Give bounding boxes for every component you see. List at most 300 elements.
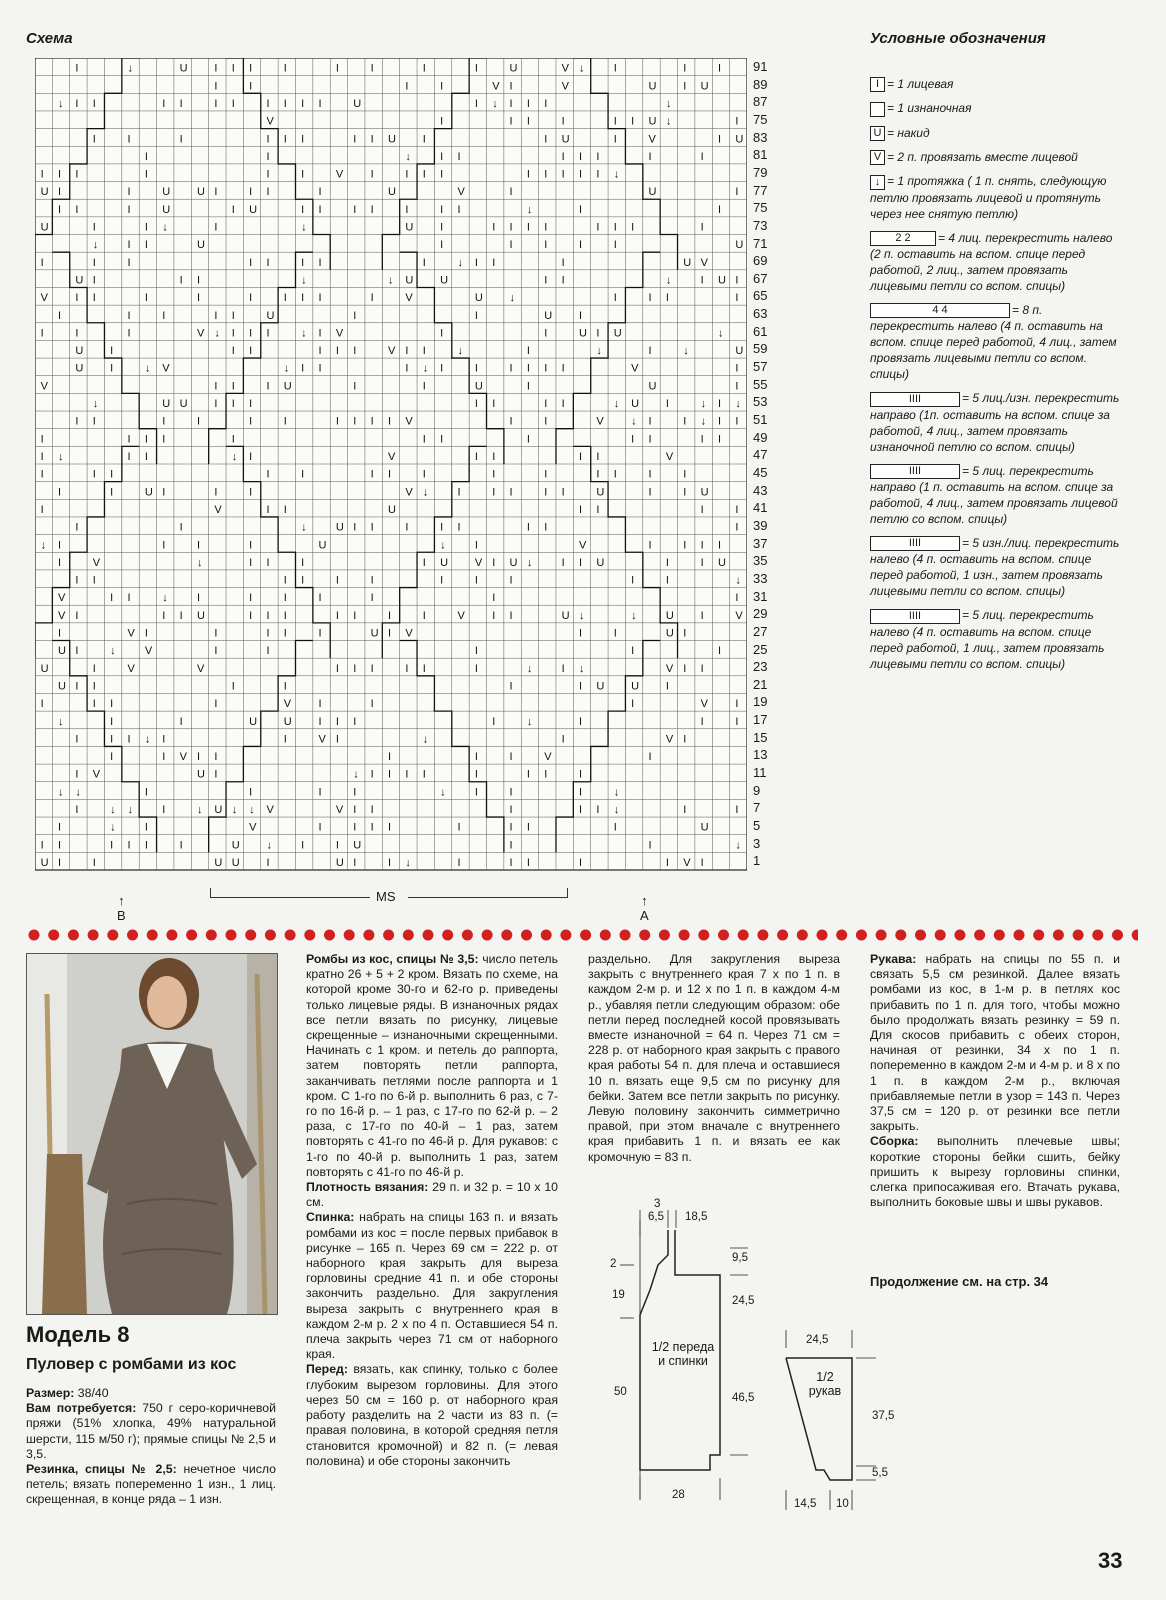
svg-text:V: V: [162, 362, 170, 375]
svg-text:I: I: [318, 292, 322, 305]
svg-text:I: I: [127, 733, 131, 746]
svg-text:I: I: [596, 804, 600, 817]
svg-text:I: I: [665, 574, 669, 587]
svg-text:I: I: [700, 609, 704, 622]
svg-text:I: I: [717, 133, 722, 146]
svg-text:I: I: [370, 804, 374, 817]
svg-text:↓: ↓: [613, 398, 620, 411]
svg-text:I: I: [561, 486, 565, 499]
svg-text:I: I: [526, 97, 530, 110]
dim-9-5: 9,5: [732, 1252, 748, 1264]
svg-text:U: U: [440, 274, 449, 287]
svg-text:I: I: [579, 168, 583, 181]
svg-text:I: I: [648, 486, 652, 499]
svg-text:V: V: [665, 451, 674, 463]
svg-text:I: I: [561, 662, 565, 675]
svg-text:V: V: [665, 662, 674, 675]
row-number: 49: [753, 429, 768, 445]
svg-text:I: I: [700, 503, 704, 516]
svg-text:I: I: [92, 274, 96, 287]
svg-text:↓: ↓: [144, 733, 151, 746]
svg-text:U: U: [196, 609, 205, 622]
svg-text:I: I: [40, 256, 44, 269]
svg-text:I: I: [353, 380, 357, 393]
svg-text:I: I: [58, 186, 62, 199]
svg-text:I: I: [683, 468, 687, 481]
size-value: 38/40: [74, 1386, 109, 1400]
model-title: Модель 8: [26, 1322, 130, 1347]
svg-text:I: I: [735, 415, 739, 428]
svg-text:I: I: [457, 857, 461, 869]
svg-text:V: V: [144, 645, 153, 658]
svg-text:I: I: [335, 345, 339, 358]
svg-text:↓: ↓: [58, 786, 64, 799]
svg-text:I: I: [683, 486, 687, 499]
svg-text:I: I: [440, 115, 444, 128]
svg-text:I: I: [249, 398, 253, 411]
row-number: 59: [753, 341, 768, 357]
svg-text:I: I: [266, 503, 270, 516]
svg-text:I: I: [422, 609, 426, 622]
svg-text:I: I: [509, 80, 513, 93]
svg-text:I: I: [631, 574, 635, 587]
svg-text:U: U: [266, 309, 275, 322]
svg-text:I: I: [162, 486, 166, 499]
front-label: Перед:: [306, 1362, 348, 1377]
svg-text:I: I: [388, 768, 392, 781]
svg-text:I: I: [596, 503, 600, 516]
svg-text:I: I: [162, 539, 166, 552]
svg-text:U: U: [509, 556, 518, 569]
svg-text:I: I: [526, 433, 530, 446]
svg-text:U: U: [335, 857, 344, 869]
svg-text:I: I: [249, 62, 253, 75]
svg-text:I: I: [405, 521, 409, 534]
row-number: 71: [753, 235, 768, 251]
svg-text:I: I: [561, 733, 565, 746]
svg-text:I: I: [717, 62, 722, 75]
sleeve-schematic: [780, 1330, 910, 1520]
dotted-separator: [28, 928, 1138, 942]
svg-text:I: I: [75, 768, 79, 781]
svg-text:I: I: [596, 168, 600, 181]
svg-text:I: I: [266, 609, 270, 622]
legend-text: = 2 п. провязать вместе лицевой: [887, 149, 1078, 164]
svg-text:↓: ↓: [579, 62, 585, 75]
svg-text:I: I: [370, 292, 374, 305]
legend-item: [870, 76, 1120, 92]
instructions-column-4: [870, 952, 1120, 1210]
svg-text:V: V: [544, 751, 552, 764]
svg-text:I: I: [353, 203, 357, 216]
svg-text:I: I: [613, 133, 617, 146]
svg-text:I: I: [214, 627, 218, 640]
svg-text:I: I: [144, 627, 148, 640]
svg-text:I: I: [249, 486, 253, 499]
svg-text:I: I: [648, 839, 652, 852]
svg-text:I: I: [561, 398, 565, 411]
svg-text:I: I: [75, 804, 79, 817]
svg-text:V: V: [405, 292, 413, 305]
svg-text:V: V: [318, 733, 326, 746]
svg-text:V: V: [58, 609, 66, 622]
svg-text:V: V: [405, 415, 413, 428]
svg-text:↓: ↓: [283, 362, 290, 375]
svg-text:I: I: [544, 274, 548, 287]
svg-text:I: I: [249, 80, 253, 93]
svg-text:I: I: [544, 398, 548, 411]
svg-text:I: I: [283, 292, 287, 305]
svg-text:I: I: [405, 203, 409, 216]
svg-text:V: V: [683, 857, 691, 869]
row-number: 41: [753, 500, 768, 516]
svg-text:I: I: [283, 733, 287, 746]
row-number: 53: [753, 394, 768, 410]
density-text: 29 п. и 32 р. = 10 х 10 см.: [306, 1180, 558, 1210]
svg-text:I: I: [735, 380, 739, 393]
svg-text:I: I: [526, 521, 530, 534]
svg-text:I: I: [561, 168, 565, 181]
svg-text:U: U: [700, 486, 709, 499]
svg-text:I: I: [58, 309, 62, 322]
svg-text:U: U: [631, 680, 640, 693]
svg-text:U: U: [735, 133, 744, 146]
svg-text:U: U: [544, 309, 553, 322]
svg-text:I: I: [179, 715, 183, 728]
svg-text:U: U: [144, 486, 153, 499]
svg-text:I: I: [579, 627, 583, 640]
svg-text:I: I: [700, 715, 704, 728]
svg-text:I: I: [231, 680, 235, 693]
row-number: 57: [753, 359, 768, 375]
svg-text:I: I: [335, 574, 339, 587]
row-number: 43: [753, 482, 768, 498]
svg-text:I: I: [231, 398, 235, 411]
svg-text:I: I: [231, 380, 235, 393]
legend-symbol-icon: IIII: [870, 464, 960, 479]
svg-text:I: I: [440, 433, 444, 446]
svg-text:U: U: [665, 627, 674, 640]
svg-text:U: U: [561, 609, 570, 622]
svg-text:I: I: [596, 150, 600, 163]
svg-text:I: I: [735, 521, 739, 534]
svg-text:I: I: [127, 309, 131, 322]
svg-text:U: U: [683, 256, 692, 269]
svg-text:I: I: [526, 821, 530, 834]
svg-text:↓: ↓: [492, 97, 498, 110]
legend-symbol-icon: 2 2: [870, 231, 936, 246]
svg-text:I: I: [318, 256, 322, 269]
svg-text:I: I: [353, 821, 357, 834]
legend-text: = 5 лиц. перекрестить налево (4 п. оставить на вспом. спице перед работой, 1 лиц., затем провязать лицевыми петли со вспом. спицы): [870, 608, 1105, 671]
svg-text:↓: ↓: [613, 786, 620, 799]
legend-text: = 5 лиц./изн. перекрестить направо (1п. оставить на вспом. спице за работой, 4 лиц., затем провязать изнаночной петлю со вспом. спицы): [870, 391, 1120, 454]
svg-text:↓: ↓: [735, 398, 741, 411]
svg-text:I: I: [144, 221, 148, 234]
svg-text:I: I: [370, 698, 374, 711]
svg-text:V: V: [196, 662, 205, 675]
svg-text:V: V: [249, 821, 257, 834]
svg-text:I: I: [58, 821, 62, 834]
svg-text:I: I: [249, 451, 253, 463]
legend-symbol-icon: U: [870, 126, 885, 141]
rhombs-label: Ромбы из кос, спицы № 3,5:: [306, 952, 479, 966]
svg-text:I: I: [683, 804, 687, 817]
row-number: 31: [753, 588, 768, 604]
svg-text:I: I: [318, 362, 322, 375]
svg-text:I: I: [301, 292, 305, 305]
svg-text:I: I: [144, 168, 148, 181]
svg-text:I: I: [162, 433, 166, 446]
svg-text:I: I: [231, 327, 235, 340]
svg-text:I: I: [144, 821, 148, 834]
legend-item: [870, 535, 1120, 599]
svg-text:V: V: [474, 556, 483, 569]
svg-text:I: I: [509, 115, 513, 128]
svg-text:I: I: [318, 715, 322, 728]
svg-text:I: I: [266, 168, 270, 181]
svg-text:↓: ↓: [526, 203, 533, 216]
materials-text: [26, 1386, 276, 1508]
sleeve-dim-14-5: 14,5: [794, 1498, 817, 1510]
svg-text:I: I: [110, 698, 114, 711]
svg-text:I: I: [474, 398, 478, 411]
svg-text:I: I: [457, 521, 461, 534]
svg-text:V: V: [579, 539, 587, 552]
svg-text:I: I: [735, 804, 739, 817]
svg-text:I: I: [318, 345, 322, 358]
svg-text:I: I: [474, 751, 478, 764]
svg-text:I: I: [492, 256, 496, 269]
row-number: 7: [753, 800, 761, 816]
svg-text:I: I: [249, 327, 253, 340]
svg-text:I: I: [127, 451, 131, 463]
svg-text:V: V: [40, 380, 49, 393]
svg-text:I: I: [318, 592, 322, 605]
svg-text:U: U: [249, 203, 258, 216]
svg-text:I: I: [474, 645, 478, 658]
row-number: 47: [753, 447, 768, 463]
svg-text:I: I: [579, 556, 583, 569]
legend-item: [870, 463, 1120, 527]
svg-text:↓: ↓: [422, 486, 429, 499]
svg-text:I: I: [474, 256, 478, 269]
svg-text:I: I: [214, 221, 218, 234]
svg-text:↓: ↓: [700, 398, 707, 411]
svg-text:I: I: [579, 768, 583, 781]
svg-text:I: I: [544, 221, 548, 234]
svg-text:V: V: [266, 115, 274, 128]
svg-text:U: U: [370, 627, 379, 640]
row-number: 35: [753, 553, 768, 569]
svg-text:V: V: [335, 804, 344, 817]
knitting-chart: [35, 58, 768, 893]
svg-text:I: I: [700, 150, 704, 163]
svg-text:I: I: [370, 821, 374, 834]
svg-text:V: V: [700, 698, 708, 711]
sleeves-text: набрать на спицы по 55 п. и связать 5,5 см резинкой. Далее вязать ромбами из кос, в 1-м р. в петлях кос прибавить по 1 п. для того, чтобы можно было продолжать вязать резинку = 59 п. Для скосов прибавить с обеих сторон, начиная от резинки, 34 х по 1 п. попеременно в каждом 2-м и 4-м р. и 8 х по 1 п. в каждом 2-м р., включая прибавляемые петли в узор = 143 п. Через 37,5 см = 120 р. от резинки все петли закрыть.: [870, 952, 1120, 1134]
svg-text:I: I: [388, 627, 392, 640]
svg-text:U: U: [58, 680, 67, 693]
svg-text:I: I: [58, 539, 62, 552]
svg-text:U: U: [648, 80, 657, 93]
svg-text:I: I: [75, 292, 79, 305]
svg-text:I: I: [596, 221, 600, 234]
svg-text:V: V: [405, 486, 413, 499]
row-number: 79: [753, 164, 768, 180]
svg-text:I: I: [249, 609, 253, 622]
legend-symbol-icon: I: [870, 77, 885, 92]
svg-text:I: I: [422, 256, 426, 269]
row-number: 9: [753, 782, 761, 798]
svg-text:I: I: [509, 821, 513, 834]
svg-text:I: I: [301, 203, 305, 216]
svg-text:U: U: [196, 239, 205, 252]
svg-text:V: V: [631, 362, 639, 375]
svg-text:I: I: [648, 468, 652, 481]
svg-text:I: I: [162, 609, 166, 622]
svg-text:↓: ↓: [353, 768, 359, 781]
svg-text:I: I: [301, 839, 305, 852]
svg-text:U: U: [648, 115, 657, 128]
svg-text:I: I: [526, 345, 530, 358]
svg-text:I: I: [370, 521, 374, 534]
svg-text:I: I: [735, 115, 739, 128]
svg-text:I: I: [249, 539, 253, 552]
front-continued-text: раздельно. Для закругления выреза закрыть с внутреннего края 7 х по 1 п. в каждом 2-м р. и 12 х по 1 п. в каждом 4-м р., убавляя петли следующим образом: обе петли перед последней косой провязывать вместе изнаночной = 64 п. Через 71 см = 228 р. от наборного края закрыть с правого края работы 54 п. для плеча и оставшиеся 10 п. вязать еще 9,5 см по рисунку для бейки. Затем все петли закрыть по рисунку. Левую половину закончить симметрично правой, при этом вначале с внутреннего края прибавить 1 п. и вязать ее как кромочную = 83 п.: [588, 952, 840, 1164]
svg-text:I: I: [353, 857, 357, 869]
svg-text:I: I: [509, 574, 513, 587]
svg-text:I: I: [544, 133, 548, 146]
svg-text:I: I: [266, 186, 270, 199]
svg-text:I: I: [509, 97, 513, 110]
svg-text:I: I: [561, 256, 565, 269]
sleeves-label: Рукава:: [870, 952, 917, 966]
svg-text:U: U: [283, 715, 292, 728]
row-number: 55: [753, 376, 768, 392]
svg-text:I: I: [544, 327, 548, 340]
svg-text:U: U: [214, 804, 223, 817]
svg-text:I: I: [422, 345, 426, 358]
svg-text:I: I: [613, 239, 617, 252]
svg-text:I: I: [683, 662, 687, 675]
svg-text:I: I: [631, 645, 635, 658]
svg-text:I: I: [127, 203, 131, 216]
svg-text:I: I: [388, 857, 392, 869]
svg-text:I: I: [526, 362, 530, 375]
svg-text:I: I: [613, 115, 617, 128]
svg-text:I: I: [526, 168, 530, 181]
svg-text:I: I: [474, 62, 478, 75]
svg-text:I: I: [735, 503, 739, 516]
svg-text:I: I: [58, 857, 62, 869]
svg-text:I: I: [526, 768, 530, 781]
svg-text:I: I: [162, 309, 166, 322]
svg-text:U: U: [700, 821, 709, 834]
svg-text:I: I: [561, 274, 565, 287]
svg-text:I: I: [249, 345, 253, 358]
svg-text:I: I: [127, 592, 131, 605]
model-subtitle: Пуловер с ромбами из кос: [26, 1356, 237, 1373]
svg-text:I: I: [266, 556, 270, 569]
svg-text:↓: ↓: [110, 804, 116, 817]
svg-text:↓: ↓: [526, 715, 533, 728]
svg-text:I: I: [92, 97, 96, 110]
svg-text:U: U: [75, 362, 84, 375]
svg-text:I: I: [700, 857, 704, 869]
svg-text:I: I: [492, 592, 496, 605]
svg-text:I: I: [283, 415, 287, 428]
sleeve-dim-24-5: 24,5: [806, 1334, 829, 1346]
svg-text:I: I: [353, 133, 357, 146]
svg-text:I: I: [301, 97, 305, 110]
continued-note: Продолжение см. на стр. 34: [870, 1274, 1049, 1289]
svg-text:↓: ↓: [440, 539, 446, 552]
svg-text:I: I: [110, 486, 114, 499]
svg-text:I: I: [127, 239, 131, 252]
svg-text:I: I: [283, 97, 287, 110]
svg-text:I: I: [214, 186, 218, 199]
svg-text:I: I: [405, 662, 409, 675]
svg-text:I: I: [58, 839, 62, 852]
svg-text:U: U: [440, 556, 449, 569]
svg-text:↓: ↓: [457, 256, 463, 269]
svg-text:I: I: [665, 398, 669, 411]
svg-text:I: I: [474, 309, 478, 322]
svg-text:I: I: [579, 680, 583, 693]
legend-symbol-icon: IIII: [870, 392, 960, 407]
svg-text:↓: ↓: [596, 345, 602, 358]
svg-text:I: I: [388, 821, 392, 834]
svg-text:I: I: [509, 804, 513, 817]
svg-text:I: I: [509, 680, 513, 693]
svg-text:I: I: [422, 62, 426, 75]
svg-text:U: U: [388, 133, 396, 146]
svg-text:I: I: [700, 221, 704, 234]
svg-text:I: I: [683, 733, 687, 746]
svg-text:I: I: [196, 539, 201, 552]
svg-text:I: I: [40, 451, 44, 463]
dim-3: 3: [654, 1198, 661, 1210]
svg-text:I: I: [717, 203, 722, 216]
svg-text:I: I: [648, 150, 652, 163]
svg-text:I: I: [492, 715, 496, 728]
svg-text:I: I: [318, 186, 322, 199]
svg-text:I: I: [492, 451, 496, 463]
svg-text:I: I: [440, 150, 444, 163]
svg-text:↓: ↓: [457, 345, 463, 358]
svg-text:V: V: [58, 592, 66, 605]
svg-text:I: I: [370, 574, 374, 587]
svg-text:U: U: [214, 857, 223, 869]
svg-text:I: I: [335, 662, 339, 675]
rib-value: нечетное число петель; вязать попеременно 1 изн., 1 лиц. скрещенная, в конце ряда – 1 изн.: [26, 1462, 277, 1507]
svg-text:I: I: [474, 362, 478, 375]
svg-text:U: U: [561, 133, 570, 146]
svg-text:I: I: [40, 698, 44, 711]
svg-text:I: I: [75, 609, 79, 622]
svg-text:V: V: [388, 345, 396, 358]
svg-text:I: I: [40, 468, 44, 481]
svg-text:↓: ↓: [92, 239, 99, 252]
svg-text:I: I: [301, 574, 305, 587]
svg-text:↓: ↓: [665, 97, 672, 110]
need-label: Вам потребуется:: [26, 1401, 137, 1416]
svg-text:↓: ↓: [301, 221, 307, 234]
svg-text:I: I: [544, 97, 548, 110]
svg-text:I: I: [561, 115, 565, 128]
svg-text:I: I: [58, 168, 62, 181]
